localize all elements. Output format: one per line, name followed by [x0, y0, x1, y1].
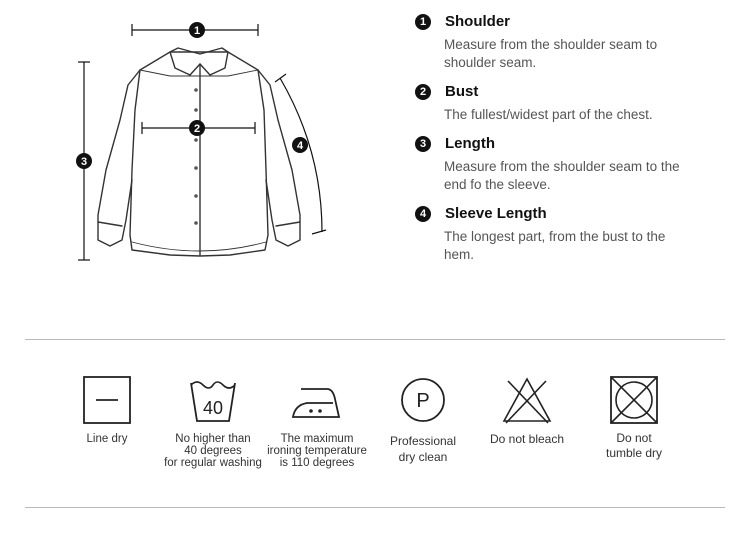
measure-length [415, 134, 745, 194]
shirt-illustration [60, 10, 360, 280]
care-label: Do not tumble dry [605, 431, 663, 460]
measure-shoulder [415, 12, 745, 72]
measure-title: Sleeve Length [445, 205, 547, 222]
care-label: No higher than 40 degrees for regular washing [164, 433, 262, 469]
svg-text:3: 3 [80, 156, 88, 168]
measure-title: Length [445, 135, 495, 152]
wash-40-icon [187, 375, 239, 425]
care-wash-40 [160, 375, 266, 469]
care-label: Professional dry clean [389, 434, 457, 464]
no-bleach-icon [500, 375, 554, 425]
measure-description: The fullest/widest part of the chest. [444, 107, 653, 122]
measure-description: The longest part, from the bust to the hem. [444, 229, 666, 262]
measurement-guide [415, 12, 745, 274]
care-iron-low [264, 375, 370, 469]
measure-description: Measure from the shoulder seam to shoulder seam. [444, 37, 658, 70]
svg-text:40: 40 [202, 398, 224, 418]
line-dry-icon [82, 375, 132, 425]
measure-title: Bust [445, 83, 479, 100]
shirt-diagram [60, 10, 360, 280]
svg-text:P: P [416, 390, 430, 412]
marker-2 [189, 120, 205, 136]
marker-3 [76, 153, 92, 169]
number-badge: 3 [415, 136, 431, 152]
divider-top [25, 339, 725, 340]
divider-bottom [25, 507, 725, 508]
marker-4 [292, 137, 308, 153]
care-label: Do not bleach [489, 432, 565, 446]
number-badge: 1 [415, 14, 431, 30]
iron-low-icon [289, 375, 345, 425]
number-badge: 2 [415, 84, 431, 100]
care-no-tumble-dry [592, 375, 676, 461]
svg-text:4: 4 [296, 140, 304, 152]
care-no-bleach [482, 375, 572, 445]
number-badge: 4 [415, 206, 431, 222]
care-label: The maximum ironing temperature is 110 degrees [267, 433, 367, 469]
care-instructions [0, 375, 750, 485]
dry-clean-p-icon [398, 375, 448, 425]
care-label: Line dry [86, 433, 128, 445]
svg-text:1: 1 [193, 25, 201, 37]
svg-text:2: 2 [193, 123, 201, 135]
measure-description: Measure from the shoulder seam to the end fo the sleeve. [444, 159, 680, 192]
marker-1 [189, 22, 205, 38]
care-dry-clean [378, 375, 468, 465]
care-line-dry [72, 375, 142, 445]
no-tumble-dry-icon [609, 375, 659, 425]
measure-sleeve-length [415, 204, 745, 264]
measure-title: Shoulder [445, 13, 511, 30]
measure-bust [415, 82, 745, 124]
